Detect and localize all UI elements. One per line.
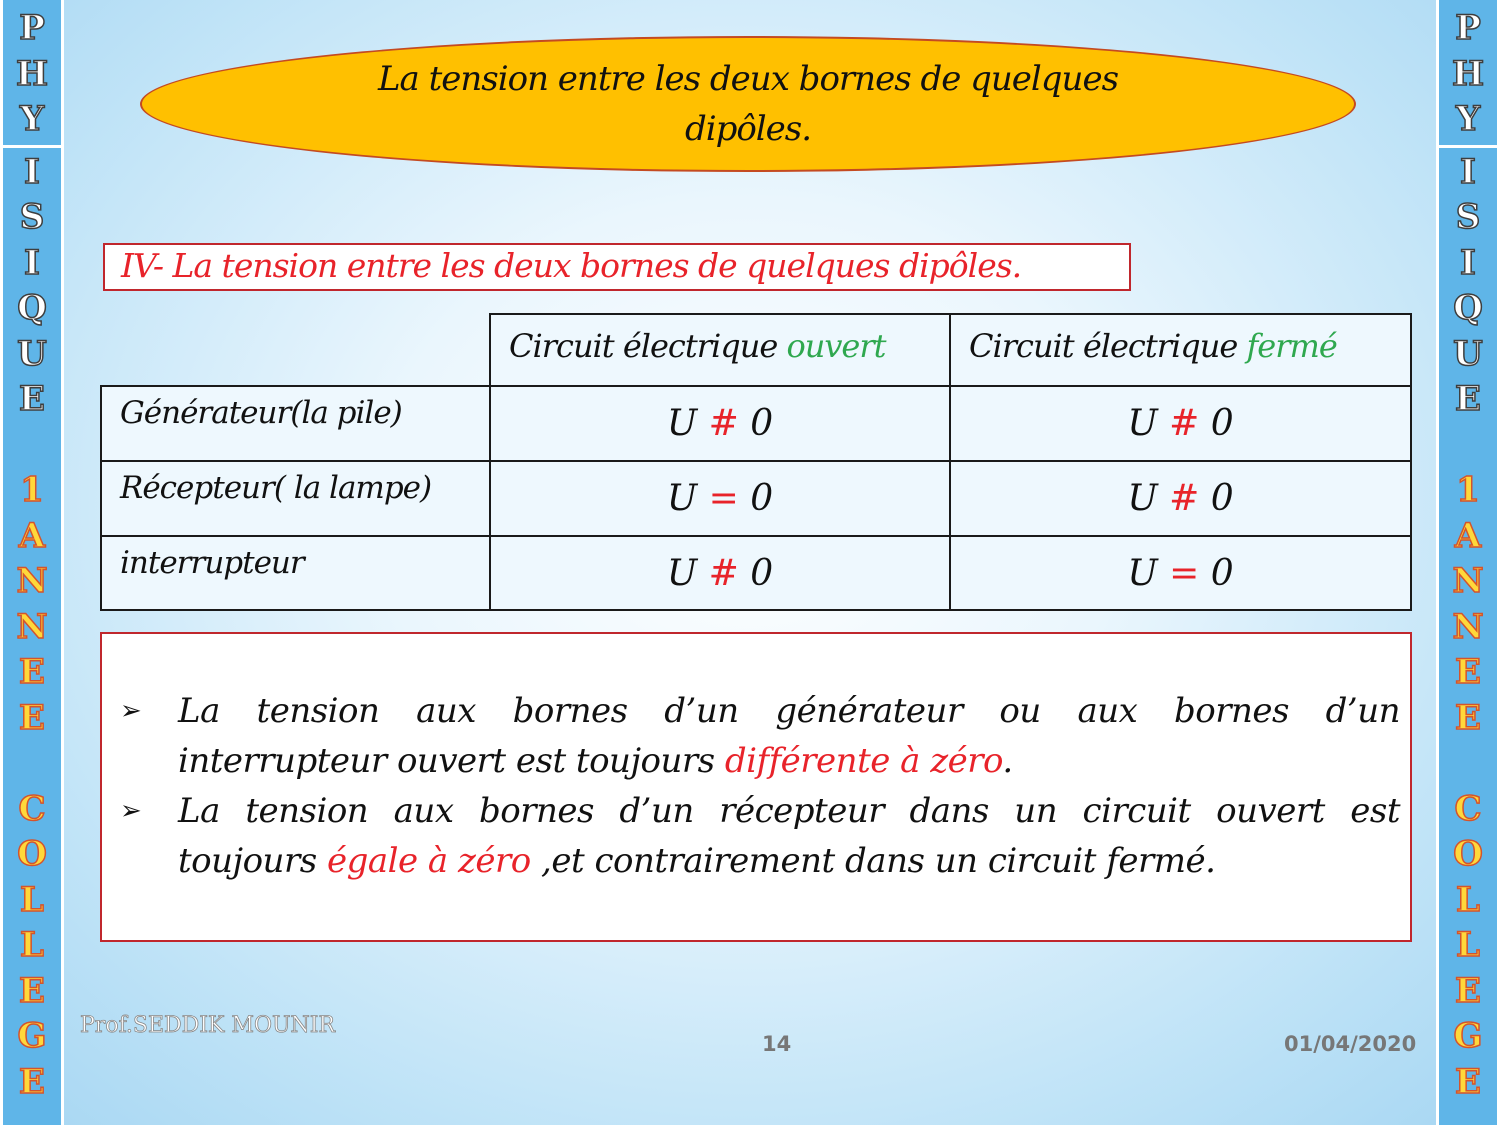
sidebar-letter: H [15, 53, 49, 94]
header-open-state: ouvert [786, 327, 886, 365]
sidebar-letter: N [1452, 561, 1484, 601]
cell-operator: # [708, 403, 739, 444]
note-line: La tension aux bornes d’un générateur ou aux bornes d’un [178, 691, 1400, 731]
conclusion-note [120, 786, 1400, 886]
cell-u: U [666, 403, 709, 444]
conclusion-note [120, 686, 1400, 786]
slide-date: 01/04/2020 [1284, 1032, 1417, 1056]
cell-zero: 0 [738, 553, 774, 594]
sidebar-letter: G [17, 1016, 47, 1056]
left-sidebar [0, 0, 64, 1125]
sidebar-letter: E [1455, 1061, 1481, 1102]
sidebar-letter: O [17, 834, 47, 874]
sidebar-divider [3, 145, 61, 148]
sidebar-letter: N [1452, 606, 1484, 647]
header-closed-state: fermé [1246, 327, 1337, 365]
cell-u: U [666, 478, 709, 519]
table-cell-open [489, 460, 951, 537]
sidebar-letter: I [24, 151, 40, 192]
table-cell-closed [949, 535, 1412, 611]
cell-zero: 0 [738, 478, 774, 519]
sidebar-letter: A [18, 515, 46, 556]
cell-zero: 0 [1199, 478, 1234, 519]
sidebar-letter: 1 [1456, 470, 1480, 510]
cell-operator: # [1169, 478, 1200, 519]
sidebar-letter: I [1460, 151, 1476, 192]
sidebar-letter: L [20, 879, 44, 920]
sidebar-letter: P [19, 8, 45, 48]
header-closed-prefix: Circuit électrique [969, 327, 1247, 365]
sidebar-letter: H [1451, 53, 1485, 94]
cell-zero: 0 [738, 403, 774, 444]
sidebar-letter: Y [1455, 99, 1481, 139]
sidebar-letter: 1 [20, 470, 44, 510]
sidebar-letter: E [1455, 379, 1481, 419]
sidebar-spacer [3, 741, 61, 787]
sidebar-letter: U [17, 333, 47, 374]
table-row-label: Récepteur( la lampe) [100, 460, 491, 537]
slide-number: 14 [762, 1032, 792, 1056]
table-cell-closed [949, 460, 1412, 537]
cell-u: U [666, 553, 709, 594]
cell-operator: = [1169, 553, 1200, 594]
note-text: toujours [178, 841, 327, 881]
footer-author: Prof.SEDDIK MOUNIR [80, 1013, 336, 1038]
sidebar-letter: E [19, 970, 45, 1011]
note-line: La tension aux bornes d’un récepteur dans un circuit ouvert est [178, 791, 1400, 831]
arrow-bullet-icon: ➢ [120, 696, 142, 726]
sidebar-letter: E [1455, 697, 1481, 738]
sidebar-letter: I [24, 242, 40, 283]
sidebar-letter: L [1456, 879, 1480, 920]
sidebar-letter: N [16, 606, 48, 647]
sidebar-letter: L [1456, 925, 1480, 965]
cell-operator: # [708, 553, 739, 594]
sidebar-spacer [3, 423, 61, 469]
sidebar-letter: U [1453, 333, 1483, 374]
cell-u: U [1127, 553, 1170, 594]
table-cell-open [489, 385, 951, 462]
sidebar-letter: I [1460, 242, 1476, 283]
table-header-closed [949, 313, 1412, 387]
arrow-bullet-icon: ➢ [120, 796, 142, 826]
sidebar-letter: O [1453, 834, 1483, 874]
sidebar-letter: N [16, 561, 48, 601]
table-cell-closed [949, 385, 1412, 462]
sidebar-letter: Q [17, 288, 47, 328]
sidebar-letter: C [18, 788, 46, 829]
note-text: interrupteur ouvert est toujours [178, 741, 725, 781]
sidebar-spacer [1439, 423, 1497, 469]
conclusion-box [100, 632, 1412, 942]
slide-title: La tension entre les deux bornes de quelques dipôles. [377, 59, 1119, 149]
sidebar-letter: E [19, 1061, 45, 1102]
sidebar-letter: E [1455, 970, 1481, 1011]
right-sidebar [1436, 0, 1500, 1125]
cell-zero: 0 [1199, 403, 1234, 444]
cell-operator: = [708, 478, 739, 519]
table-cell-open [489, 535, 951, 611]
sidebar-letter: Q [1453, 288, 1483, 328]
sidebar-letter: E [19, 379, 45, 419]
sidebar-spacer [1439, 741, 1497, 787]
note-highlight: égale à zéro [326, 841, 531, 881]
sidebar-letter: P [1455, 8, 1481, 48]
sidebar-letter: C [1454, 788, 1482, 829]
sidebar-letter: E [19, 697, 45, 738]
sidebar-letter: E [19, 652, 45, 692]
sidebar-letter: E [1455, 652, 1481, 692]
note-text: . [1002, 741, 1013, 781]
cell-u: U [1127, 478, 1170, 519]
table-row-label: interrupteur [100, 535, 491, 611]
sidebar-letter: A [1454, 515, 1482, 556]
table-row-label: Générateur(la pile) [100, 385, 491, 462]
slide-title-banner [140, 36, 1356, 172]
sidebar-letter: Y [19, 99, 45, 139]
cell-u: U [1127, 403, 1170, 444]
voltage-table [100, 313, 1412, 611]
note-highlight: différente à zéro [724, 741, 1003, 781]
header-open-prefix: Circuit électrique [509, 327, 787, 365]
sidebar-letter: S [19, 197, 45, 237]
cell-operator: # [1169, 403, 1200, 444]
note-text: ,et contrairement dans un circuit fermé. [530, 841, 1216, 881]
table-header-open [489, 313, 951, 387]
cell-zero: 0 [1199, 553, 1234, 594]
sidebar-letter: L [20, 925, 44, 965]
sidebar-letter: G [1453, 1016, 1483, 1056]
sidebar-divider [1439, 145, 1497, 148]
section-heading: IV- La tension entre les deux bornes de quelques dipôles. [103, 243, 1131, 291]
sidebar-letter: S [1455, 197, 1481, 237]
